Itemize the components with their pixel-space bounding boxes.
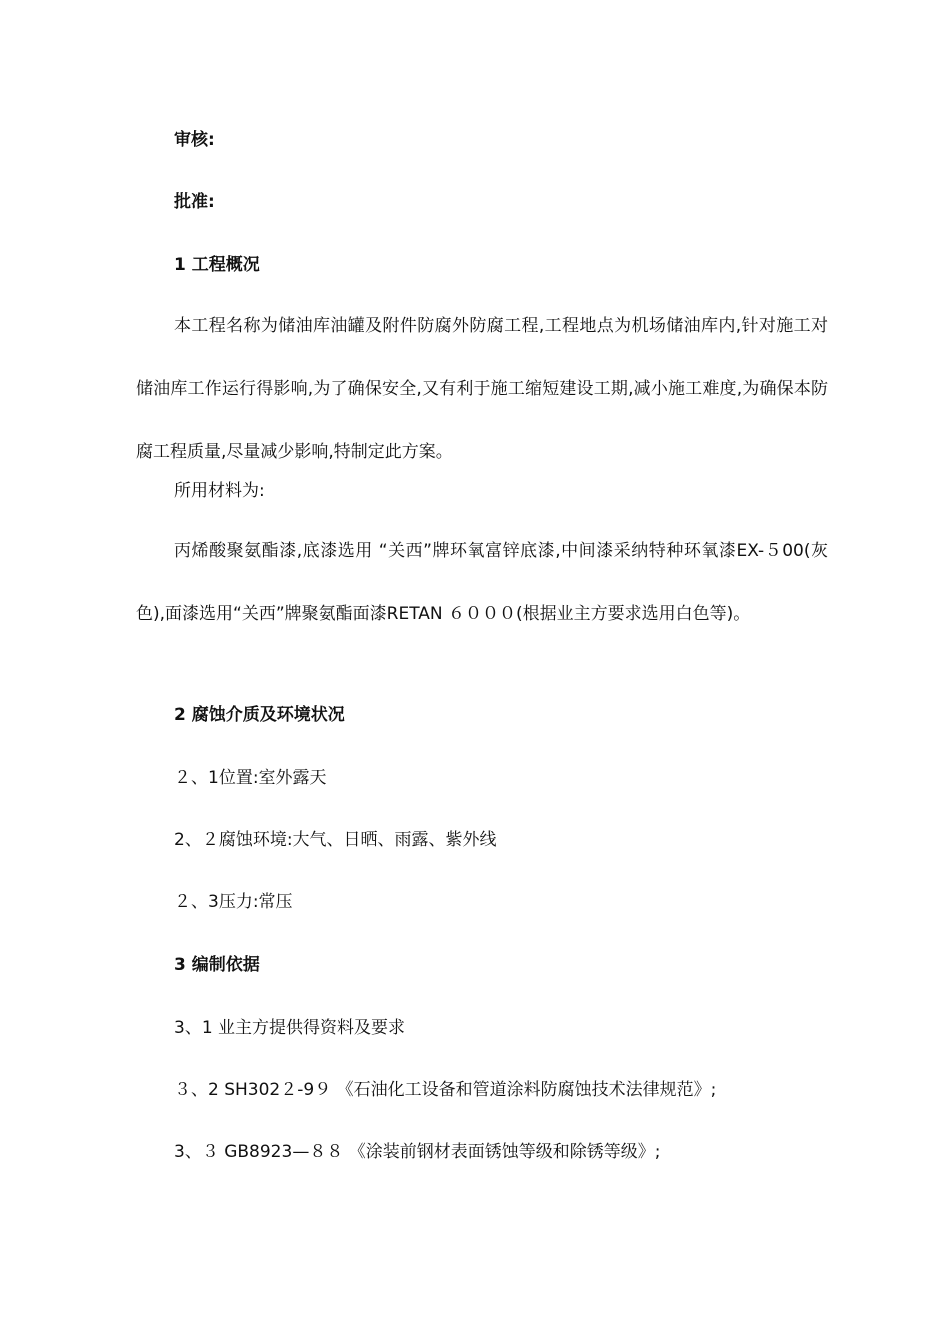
materials-paragraph: 丙烯酸聚氨酯漆,底漆选用 “关西”牌环氧富锌底漆,中间漆采纳特种环氧漆EX-５00(灰色),面漆选用“关西”牌聚氨酯面漆RETAN ６０００(根据业主方要求选用白色等)。 (136, 541, 828, 624)
section-2-item-2: 2、２腐蚀环境:大气、日晒、雨露、紫外线 (174, 830, 497, 850)
section-2-heading: 2 腐蚀介质及环境状况 (174, 705, 345, 725)
section-2-item-1: ２、1位置:室外露天 (174, 768, 327, 788)
section-3-item-3: 3、３ GB8923—８８ 《涂装前钢材表面锈蚀等级和除锈等级》; (174, 1142, 661, 1162)
approve-label: 批准: (174, 192, 215, 212)
project-overview-paragraph: 本工程名称为储油库油罐及附件防腐外防腐工程,工程地点为机场储油库内,针对施工对储油库工作运行得影响,为了确保安全,又有利于施工缩短建设工期,减小施工难度,为确保本防腐工程质量,尽量减少影响,特制定此方案。 (136, 316, 828, 462)
section-3-item-1: 3、1 业主方提供得资料及要求 (174, 1018, 406, 1038)
section-3-heading: 3 编制依据 (174, 955, 260, 975)
section-2-item-3: ２、3压力:常压 (174, 892, 293, 912)
section-3-item-2: ３、2 SH302２-9９ 《石油化工设备和管道涂料防腐蚀技术法律规范》; (174, 1080, 717, 1100)
materials-label: 所用材料为: (174, 481, 265, 501)
section-1-heading: 1 工程概况 (174, 255, 260, 275)
review-label: 审核: (174, 130, 215, 150)
